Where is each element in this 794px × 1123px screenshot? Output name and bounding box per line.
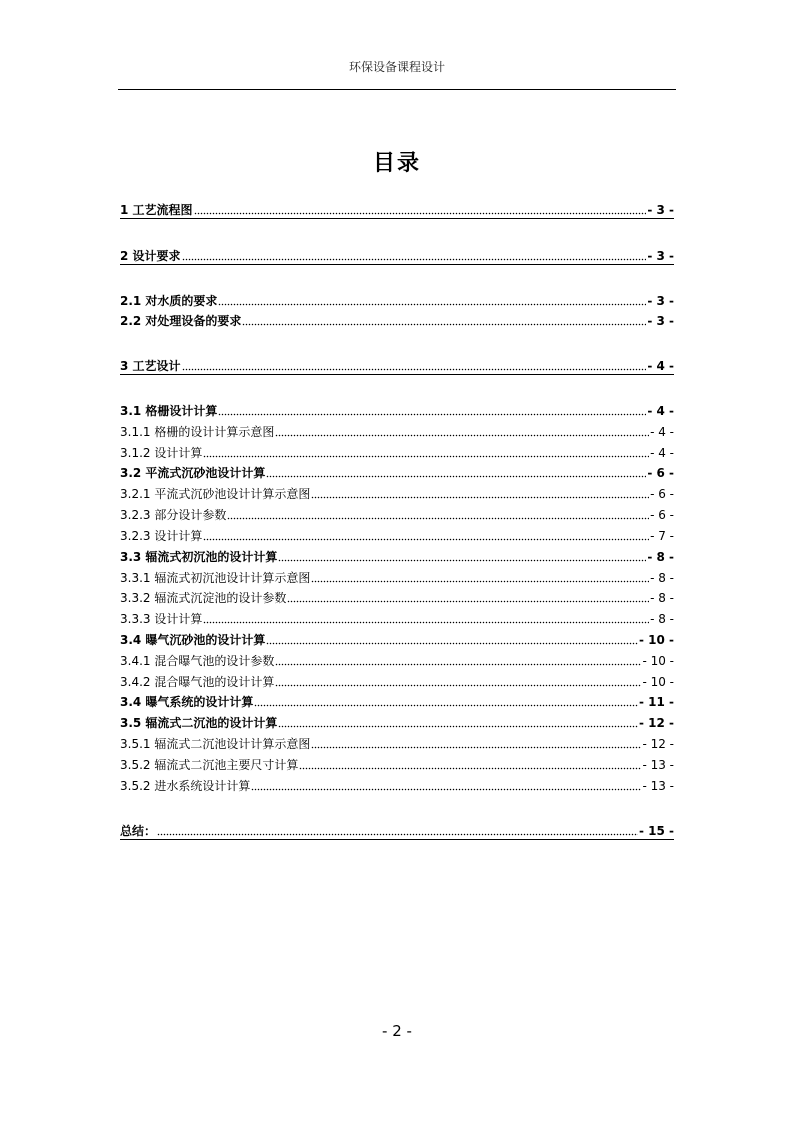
- toc-dot-leader: [194, 203, 647, 215]
- toc-entry-label: 1 工艺流程图: [120, 203, 193, 217]
- toc-entry[interactable]: [120, 200, 674, 219]
- toc-entry-page: - 15 -: [638, 824, 674, 838]
- toc-entry-page: - 13 -: [642, 758, 674, 772]
- toc-entry[interactable]: [120, 734, 674, 752]
- toc-entry-label: 3.4 曝气沉砂池的设计计算: [120, 633, 266, 647]
- toc-entry[interactable]: [120, 311, 674, 329]
- toc-entry-label: 3.5.1 辐流式二沉池设计计算示意图: [120, 737, 311, 751]
- toc-entry[interactable]: [120, 821, 674, 840]
- toc-entry[interactable]: [120, 692, 674, 710]
- toc-entry-page: - 4 -: [647, 359, 674, 373]
- toc-entry-page: - 3 -: [647, 203, 674, 217]
- toc-entry[interactable]: [120, 291, 674, 309]
- toc-entry-page: - 12 -: [642, 737, 674, 751]
- toc-entry-label: 3.5.2 进水系统设计计算: [120, 779, 251, 793]
- toc-dot-leader: [203, 612, 649, 624]
- toc-entry-label: 3.2.3 部分设计参数: [120, 508, 227, 522]
- toc-entry-label: 3.3.2 辐流式沉淀池的设计参数: [120, 591, 287, 605]
- toc-entry-label: 3.2.1 平流式沉砂池设计计算示意图: [120, 487, 311, 501]
- toc-dot-leader: [278, 716, 638, 728]
- toc-entry-label: 3.1 格栅设计计算: [120, 404, 218, 418]
- toc-entry-label: 3.4 曝气系统的设计计算: [120, 695, 254, 709]
- toc-entry-page: - 3 -: [647, 314, 674, 328]
- toc-entry-label: 3.2 平流式沉砂池设计计算: [120, 466, 266, 480]
- toc-entry-label: 2 设计要求: [120, 249, 181, 263]
- toc-entry[interactable]: [120, 547, 674, 565]
- toc-entry-page: - 7 -: [650, 529, 674, 543]
- toc-entry-label: 3.1.1 格栅的设计计算示意图: [120, 425, 275, 439]
- toc-entry-label: 3.3 辐流式初沉池的设计计算: [120, 550, 278, 564]
- toc-entry[interactable]: [120, 588, 674, 606]
- toc-entry-page: - 8 -: [650, 571, 674, 585]
- toc-entry-page: - 13 -: [642, 779, 674, 793]
- toc-dot-leader: [242, 314, 646, 326]
- toc-dot-leader: [203, 446, 649, 458]
- toc-entry[interactable]: [120, 672, 674, 690]
- toc-entry-page: - 10 -: [638, 633, 674, 647]
- toc-entry[interactable]: [120, 526, 674, 544]
- toc-entry-page: - 3 -: [647, 294, 674, 308]
- toc-entry-label: 3.1.2 设计计算: [120, 446, 203, 460]
- toc-entry[interactable]: [120, 401, 674, 419]
- toc-entry-page: - 4 -: [647, 404, 674, 418]
- toc-entry[interactable]: [120, 755, 674, 773]
- toc-title: 目录: [372, 151, 421, 176]
- toc-entry[interactable]: [120, 776, 674, 794]
- toc-entry-page: - 11 -: [638, 695, 674, 709]
- toc-entry-page: - 8 -: [650, 591, 674, 605]
- toc-dot-leader: [275, 675, 641, 687]
- toc-dot-leader: [266, 466, 646, 478]
- toc-dot-leader: [157, 824, 638, 836]
- toc-entry-page: - 4 -: [650, 446, 674, 460]
- toc-entry-label: 2.2 对处理设备的要求: [120, 314, 242, 328]
- toc-dot-leader: [311, 737, 641, 749]
- toc-entry[interactable]: [120, 463, 674, 481]
- toc-dot-leader: [182, 249, 647, 261]
- toc-dot-leader: [203, 529, 649, 541]
- toc-entry[interactable]: [120, 609, 674, 627]
- toc-entry-page: - 12 -: [638, 716, 674, 730]
- toc-dot-leader: [266, 633, 638, 645]
- toc-entry-label: 2.1 对水质的要求: [120, 294, 218, 308]
- toc-entry-page: - 8 -: [650, 612, 674, 626]
- toc-entry-label: 总结：: [120, 824, 157, 838]
- toc-dot-leader: [287, 591, 649, 603]
- toc-entry-page: - 6 -: [650, 487, 674, 501]
- toc-dot-leader: [311, 487, 649, 499]
- toc-entry-page: - 10 -: [642, 654, 674, 668]
- toc-entry-page: - 6 -: [647, 466, 674, 480]
- toc-dot-leader: [278, 550, 646, 562]
- toc-dot-leader: [311, 571, 649, 583]
- toc-entry[interactable]: [120, 246, 674, 265]
- toc-entry[interactable]: [120, 630, 674, 648]
- toc-entry-label: 3.3.1 辐流式初沉池设计计算示意图: [120, 571, 311, 585]
- toc-dot-leader: [218, 294, 646, 306]
- toc-dot-leader: [275, 425, 649, 437]
- toc-entry[interactable]: [120, 422, 674, 440]
- toc-dot-leader: [227, 508, 649, 520]
- toc-entry-page: - 6 -: [650, 508, 674, 522]
- footer-page-number: - 2 -: [382, 1022, 412, 1040]
- toc-entry-page: - 10 -: [642, 675, 674, 689]
- toc-entry-label: 3.3.3 设计计算: [120, 612, 203, 626]
- toc-entry-page: - 3 -: [647, 249, 674, 263]
- toc-entry[interactable]: [120, 484, 674, 502]
- toc-dot-leader: [251, 779, 641, 791]
- toc-entry[interactable]: [120, 443, 674, 461]
- toc-entry-label: 3.4.1 混合曝气池的设计参数: [120, 654, 275, 668]
- toc-entry-label: 3.2.3 设计计算: [120, 529, 203, 543]
- toc-entry-label: 3.4.2 混合曝气池的设计计算: [120, 675, 275, 689]
- toc-entry[interactable]: [120, 568, 674, 586]
- toc-dot-leader: [182, 359, 647, 371]
- toc-entry[interactable]: [120, 356, 674, 375]
- toc-entry-label: 3.5 辐流式二沉池的设计计算: [120, 716, 278, 730]
- toc-entry-page: - 8 -: [647, 550, 674, 564]
- toc-dot-leader: [218, 404, 646, 416]
- toc-dot-leader: [275, 654, 641, 666]
- toc-entry[interactable]: [120, 505, 674, 523]
- toc-entry-label: 3 工艺设计: [120, 359, 181, 373]
- page-header-title: 环保设备课程设计: [348, 60, 445, 74]
- toc-entry-page: - 4 -: [650, 425, 674, 439]
- toc-dot-leader: [299, 758, 641, 770]
- toc-list: [120, 0, 674, 1123]
- toc-entry[interactable]: [120, 651, 674, 669]
- toc-entry-label: 3.5.2 辐流式二沉池主要尺寸计算: [120, 758, 299, 772]
- toc-dot-leader: [254, 695, 638, 707]
- toc-entry[interactable]: [120, 713, 674, 731]
